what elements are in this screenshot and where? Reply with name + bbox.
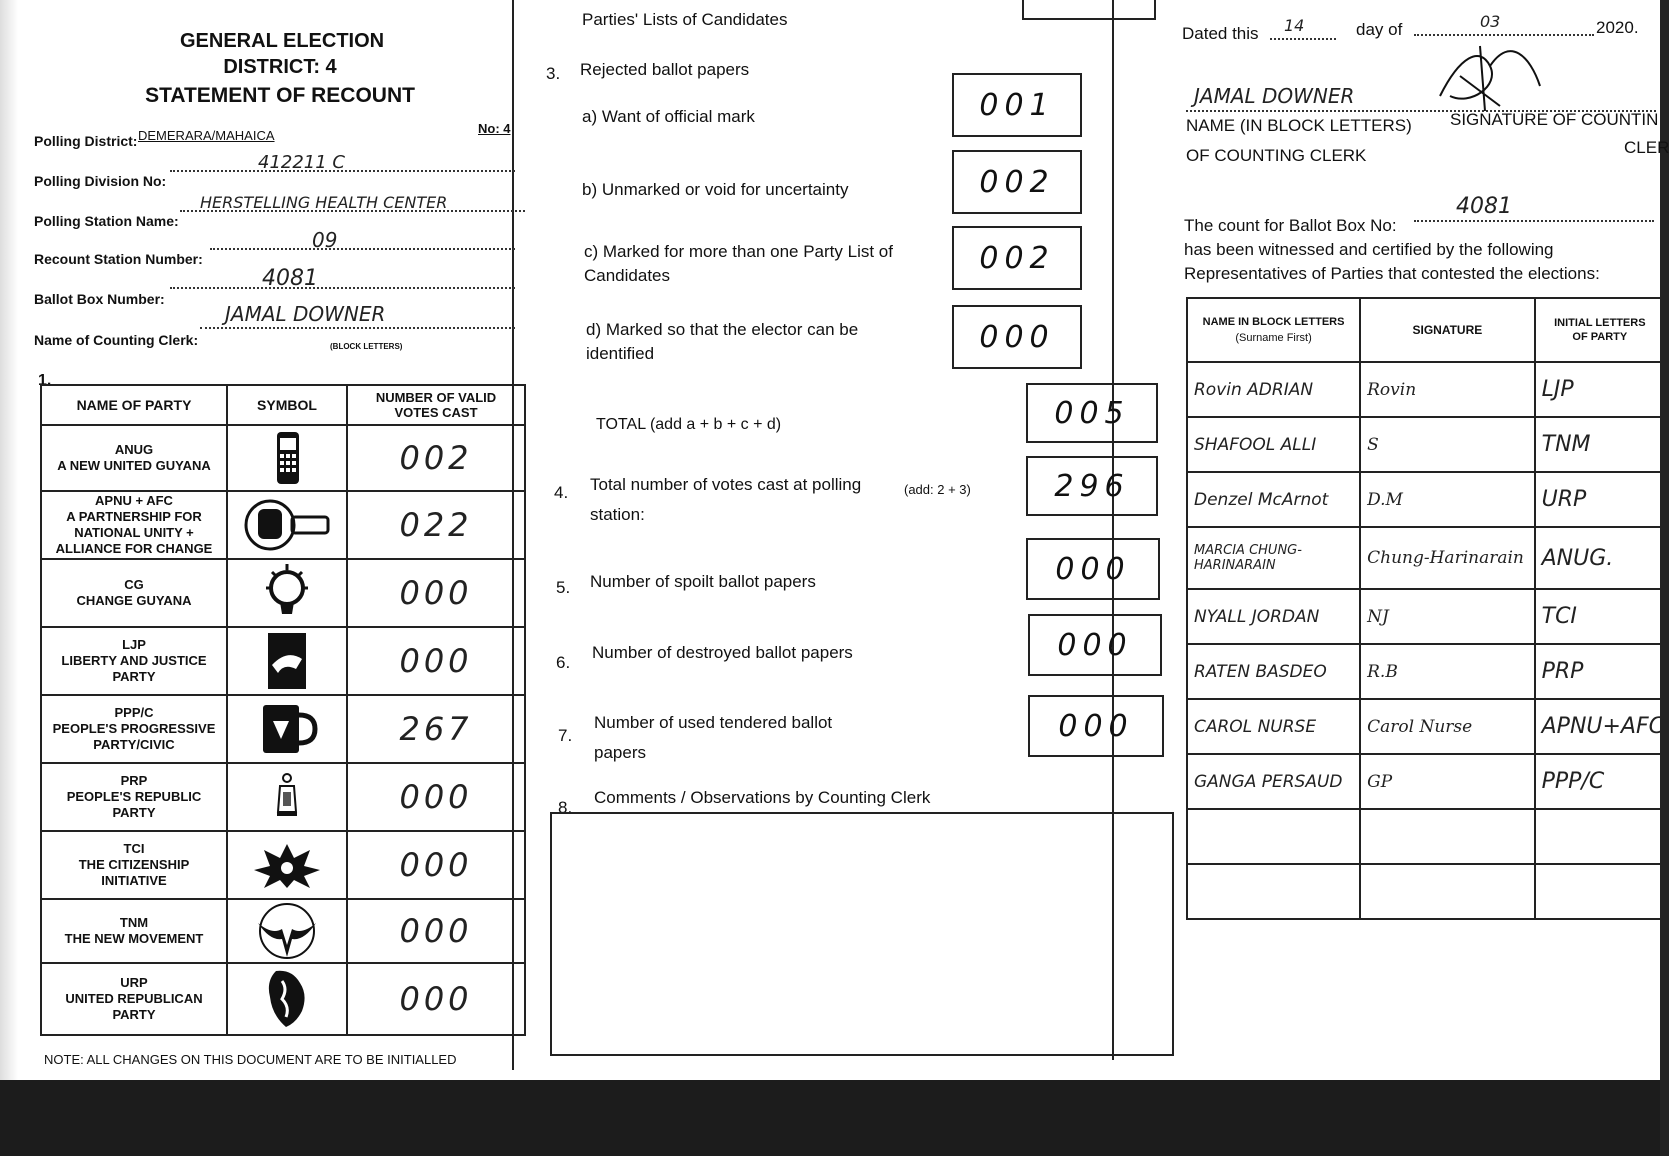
party-symbol-cell: [227, 963, 347, 1035]
district-label: Polling District:: [34, 133, 138, 149]
section-1-number: 1.: [38, 372, 52, 389]
station-label: Polling Station Name:: [34, 213, 179, 229]
tendered-value: 000: [1028, 695, 1164, 757]
lantern-icon: [228, 772, 346, 822]
witness-name: SHAFOOL ALLI: [1187, 417, 1360, 472]
col-symbol-header: SYMBOL: [227, 385, 347, 425]
valid-votes-value: 022: [347, 491, 525, 559]
total-votes-value: 296: [1026, 456, 1158, 516]
witness-row: [1187, 644, 1665, 699]
witness-table: [1186, 297, 1666, 920]
section-3-title: Rejected ballot papers: [580, 60, 750, 79]
division-value: 412211 C: [258, 152, 346, 173]
witness-signature: D.M: [1360, 472, 1535, 527]
clerk-signature: [1430, 36, 1550, 116]
party-full-name: LIBERTY AND JUSTICE PARTY: [61, 653, 207, 684]
block-letters-hint: (BLOCK LETTERS): [330, 342, 403, 351]
witness-row: [1187, 527, 1665, 589]
party-abbreviation: LJP: [122, 637, 146, 652]
witness-name: [1187, 809, 1360, 864]
witness-row: [1187, 417, 1665, 472]
col-party-header: NAME OF PARTY: [41, 385, 227, 425]
phone-icon: [228, 428, 346, 488]
section-6-label: Number of destroyed ballot papers: [592, 643, 853, 662]
eagle-icon: [228, 901, 346, 961]
party-name-cell: [41, 627, 227, 695]
rejected-b-label: b) Unmarked or void for uncertainty: [582, 180, 849, 199]
witness-signature: Carol Nurse: [1360, 699, 1535, 754]
name-block-label-2: OF COUNTING CLERK: [1186, 146, 1367, 165]
valid-votes-value: 002: [347, 425, 525, 491]
parties-lists-text: Parties' Lists of Candidates: [582, 10, 788, 29]
signature-label-1: SIGNATURE OF COUNTIN: [1450, 110, 1659, 129]
party-abbreviation: PRP: [120, 773, 148, 788]
party-symbol-cell: [227, 559, 347, 627]
party-symbol-cell: [227, 763, 347, 831]
col-initial-header: INITIAL LETTERS OF PARTY: [1535, 298, 1665, 362]
witness-name: GANGA PERSAUD: [1187, 754, 1360, 809]
col-votes-header: NUMBER OF VALID VOTES CAST: [347, 385, 525, 425]
witness-row: [1187, 589, 1665, 644]
witness-row: [1187, 809, 1665, 864]
party-full-name: A PARTNERSHIP FOR NATIONAL UNITY + ALLIANCE FOR CHANGE: [55, 509, 213, 556]
title-general-election: GENERAL ELECTION: [180, 30, 385, 52]
witness-signature: [1360, 809, 1535, 864]
valid-votes-value: 000: [347, 763, 525, 831]
comments-box: [550, 812, 1174, 1056]
clerk-line: [200, 327, 515, 329]
party-name-cell: [41, 763, 227, 831]
hand-key-icon: [228, 495, 346, 555]
section-4-label: Total number of votes cast at polling station:: [590, 475, 862, 524]
witness-signature: S: [1360, 417, 1535, 472]
valid-votes-value: 000: [347, 963, 525, 1035]
party-full-name: CHANGE GUYANA: [76, 593, 192, 608]
party-row: [41, 559, 525, 627]
handshake-icon: [228, 629, 346, 693]
recount-line: [210, 248, 515, 250]
party-name-cell: [41, 899, 227, 963]
party-abbreviation: PPP/C: [114, 705, 154, 720]
dated-label: Dated this: [1182, 24, 1259, 43]
count-label: The count for Ballot Box No:: [1184, 216, 1397, 235]
station-value: HERSTELLING HEALTH CENTER: [200, 193, 448, 212]
party-symbol-cell: [227, 695, 347, 763]
party-row: [41, 963, 525, 1035]
party-name-cell: [41, 491, 227, 559]
total-label: TOTAL (add a + b + c + d): [596, 416, 782, 433]
witness-signature: GP: [1360, 754, 1535, 809]
count-line: [1414, 220, 1654, 222]
party-votes-table: [40, 384, 526, 1036]
witness-signature: NJ: [1360, 589, 1535, 644]
clerk-label: Name of Counting Clerk:: [34, 332, 199, 348]
witness-row: [1187, 864, 1665, 919]
lightbulb-icon: [228, 562, 346, 624]
valid-votes-value: 267: [347, 695, 525, 763]
witness-party-initials: APNU+AFC: [1535, 699, 1665, 754]
section-5-label: Number of spoilt ballot papers: [590, 572, 816, 591]
witness-signature: R.B: [1360, 644, 1535, 699]
district-value: DEMERARA/MAHAICA: [138, 128, 275, 143]
witness-name: Rovin ADRIAN: [1187, 362, 1360, 417]
party-full-name: PEOPLE'S PROGRESSIVE PARTY/CIVIC: [52, 721, 216, 752]
witness-name: RATEN BASDEO: [1187, 644, 1360, 699]
scan-bottom-edge: [0, 1080, 1660, 1156]
witness-signature: Rovin: [1360, 362, 1535, 417]
witness-row: [1187, 699, 1665, 754]
witness-party-initials: ANUG.: [1535, 527, 1665, 589]
party-full-name: UNITED REPUBLICAN PARTY: [65, 991, 203, 1022]
party-full-name: A NEW UNITED GUYANA: [57, 458, 211, 473]
rejected-b-value: 002: [952, 150, 1082, 214]
section-7-label: Number of used tendered ballot papers: [594, 713, 833, 762]
rejected-c-value: 002: [952, 226, 1082, 290]
party-abbreviation: TNM: [119, 915, 149, 930]
count-value: 4081: [1456, 194, 1512, 219]
day-line: [1270, 38, 1336, 40]
flower-icon: [228, 840, 346, 890]
party-name-cell: [41, 695, 227, 763]
party-symbol-cell: [227, 627, 347, 695]
valid-votes-value: 000: [347, 899, 525, 963]
ballot-label: Ballot Box Number:: [34, 291, 165, 307]
col-name-header: NAME IN BLOCK LETTERS (Surname First): [1187, 298, 1360, 362]
party-abbreviation: TCI: [123, 841, 145, 856]
witness-party-initials: [1535, 864, 1665, 919]
party-full-name: THE NEW MOVEMENT: [64, 931, 204, 946]
witness-party-initials: URP: [1535, 472, 1665, 527]
recount-value: 09: [312, 228, 338, 252]
party-abbreviation: CG: [124, 577, 144, 592]
valid-votes-value: 000: [347, 831, 525, 899]
cup-icon: [228, 699, 346, 759]
ballot-line: [170, 287, 515, 289]
scan-edge: [0, 0, 18, 1088]
party-row: [41, 763, 525, 831]
witness-name: CAROL NURSE: [1187, 699, 1360, 754]
party-symbol-cell: [227, 831, 347, 899]
witness-party-initials: PRP: [1535, 644, 1665, 699]
party-row: [41, 491, 525, 559]
party-symbol-cell: [227, 491, 347, 559]
party-name-cell: [41, 831, 227, 899]
party-abbreviation: APNU + AFC: [95, 493, 173, 508]
total-value: 005: [1026, 383, 1158, 443]
witness-name: NYALL JORDAN: [1187, 589, 1360, 644]
day-value: 14: [1284, 16, 1305, 35]
witness-row: [1187, 754, 1665, 809]
ballot-value: 4081: [262, 266, 318, 291]
section-7-number: 7.: [558, 726, 573, 745]
note-initialled: NOTE: ALL CHANGES ON THIS DOCUMENT ARE TO BE INITIALLED: [44, 1052, 457, 1067]
party-full-name: THE CITIZENSHIP INITIATIVE: [78, 857, 190, 888]
party-row: [41, 425, 525, 491]
map-icon: [228, 967, 346, 1031]
rejected-d-value: 000: [952, 305, 1082, 369]
witness-name: Denzel McArnot: [1187, 472, 1360, 527]
witness-text-2: Representatives of Parties that contested the elections:: [1184, 264, 1600, 283]
top-partial-box: [1022, 0, 1156, 20]
witness-party-initials: PPP/C: [1535, 754, 1665, 809]
party-row: [41, 627, 525, 695]
section-6-number: 6.: [556, 653, 571, 672]
party-symbol-cell: [227, 425, 347, 491]
district-no: No: 4: [478, 121, 511, 136]
section-4-add-note: (add: 2 + 3): [904, 482, 971, 497]
title-statement: STATEMENT OF RECOUNT: [145, 84, 415, 107]
section-8-number: 8.: [558, 798, 573, 817]
witness-row: [1187, 472, 1665, 527]
witness-party-initials: TNM: [1535, 417, 1665, 472]
recount-label: Recount Station Number:: [34, 251, 203, 267]
party-row: [41, 695, 525, 763]
party-name-cell: [41, 963, 227, 1035]
party-symbol-cell: [227, 899, 347, 963]
section-4-number: 4.: [554, 483, 569, 502]
witness-party-initials: LJP: [1535, 362, 1665, 417]
witness-party-initials: [1535, 809, 1665, 864]
division-label: Polling Division No:: [34, 173, 167, 189]
destroyed-value: 000: [1028, 614, 1162, 676]
valid-votes-value: 000: [347, 627, 525, 695]
party-abbreviation: URP: [120, 975, 148, 990]
witness-name: MARCIA CHUNG-HARINARAIN: [1187, 527, 1360, 589]
section-5-number: 5.: [556, 578, 571, 597]
witness-row: [1187, 362, 1665, 417]
year-text: 2020.: [1596, 18, 1639, 37]
party-row: [41, 899, 525, 963]
section-3-number: 3.: [546, 64, 561, 83]
witness-party-initials: TCI: [1535, 589, 1665, 644]
witness-signature: Chung-Harinarain: [1360, 527, 1535, 589]
party-row: [41, 831, 525, 899]
party-full-name: PEOPLE'S REPUBLIC PARTY: [66, 789, 202, 820]
name-block-label-1: NAME (IN BLOCK LETTERS): [1186, 116, 1412, 135]
section-8-label: Comments / Observations by Counting Clerk: [594, 788, 931, 807]
witness-name: [1187, 864, 1360, 919]
rejected-a-value: 001: [952, 73, 1082, 137]
signature-label-2: CLER: [1624, 138, 1669, 157]
day-of-label: day of: [1356, 20, 1403, 39]
party-name-cell: [41, 425, 227, 491]
spoilt-value: 000: [1026, 538, 1160, 600]
rejected-a-label: a) Want of official mark: [582, 107, 755, 126]
party-abbreviation: ANUG: [114, 442, 154, 457]
clerk-value: JAMAL DOWNER: [225, 302, 386, 326]
witness-signature: [1360, 864, 1535, 919]
rejected-d-label: d) Marked so that the elector can be identified: [586, 320, 859, 363]
clerk-name-handwritten: JAMAL DOWNER: [1194, 84, 1355, 108]
rejected-c-label: c) Marked for more than one Party List of Candidates: [584, 242, 893, 285]
party-name-cell: [41, 559, 227, 627]
month-value: 03: [1480, 12, 1501, 31]
col-signature-header: SIGNATURE: [1360, 298, 1535, 362]
title-district: DISTRICT: 4: [223, 56, 337, 78]
valid-votes-value: 000: [347, 559, 525, 627]
witness-text-1: has been witnessed and certified by the following: [1184, 240, 1554, 259]
